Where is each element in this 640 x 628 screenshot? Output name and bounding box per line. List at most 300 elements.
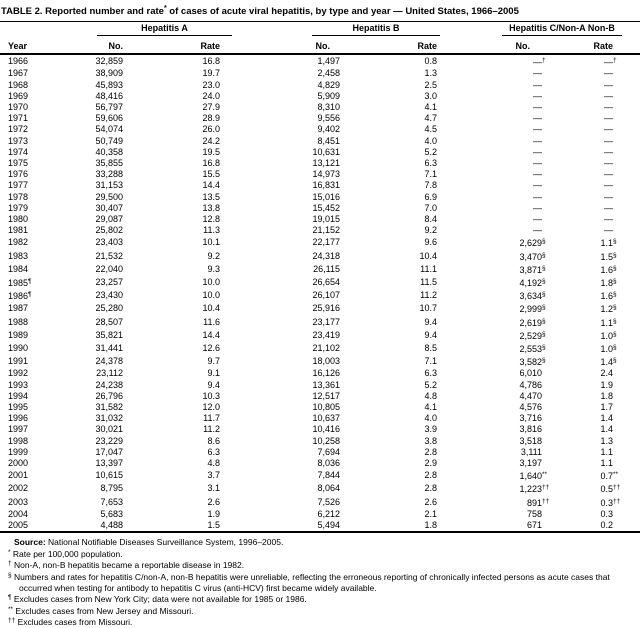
hep-c-rate-cell: 0.5†† (600, 484, 621, 495)
year-cell: 1989 (8, 329, 29, 340)
hep-a-no-cell: 23,257 (95, 277, 123, 288)
year-cell: 1992 (8, 368, 29, 379)
year-cell: 1994 (8, 390, 29, 401)
year-cell: 1981 (8, 225, 29, 236)
hep-b-no-cell: 14,973 (312, 169, 340, 180)
year-cell: 2004 (8, 508, 29, 519)
table-row (0, 447, 640, 458)
table-header (0, 22, 640, 55)
table-title-suffix: of cases of acute viral hepatitis, by type and year — United States, 1966–2005 (166, 6, 519, 18)
hep-a-rate-cell: 14.4 (202, 329, 220, 340)
table-row (0, 276, 640, 289)
hep-a-no-cell: 33,288 (95, 169, 123, 180)
hep-c-no-cell: — (533, 146, 542, 157)
group-header-row (0, 22, 640, 37)
hep-a-no-cell: 25,802 (95, 225, 123, 236)
hep-b-rate-cell: 9.2 (424, 225, 437, 236)
hep-a-rate-cell: 28.9 (202, 113, 220, 124)
hep-a-rate-cell: 19.7 (202, 68, 220, 79)
hep-a-rate-cell: 27.9 (202, 101, 220, 112)
year-cell: 1977 (8, 180, 29, 191)
column-header-b-rate: Rate (340, 36, 437, 54)
table-row (0, 520, 640, 532)
row-fill-cell (613, 458, 640, 469)
hep-b-no-cell: 23,419 (312, 329, 340, 340)
row-fill-cell (613, 391, 640, 402)
hep-c-rate-cell: — (604, 191, 613, 202)
hep-b-no-cell: 4,829 (317, 79, 340, 90)
hepatitis-data-table (0, 21, 640, 533)
hep-b-rate-cell: 2.8 (424, 446, 437, 457)
hep-a-rate-cell: 4.8 (207, 458, 220, 469)
hep-c-rate-cell: — (604, 124, 613, 135)
row-fill-cell (613, 368, 640, 379)
table-row (0, 169, 640, 180)
hep-b-no-cell: 10,258 (312, 435, 340, 446)
hep-b-rate-cell: 0.8 (424, 56, 437, 67)
table-row (0, 263, 640, 276)
hep-b-rate-cell: 6.3 (424, 368, 437, 379)
row-fill-cell (613, 180, 640, 191)
table-title-prefix: TABLE 2. Reported number and rate (1, 6, 164, 18)
hep-a-no-cell: 23,229 (95, 435, 123, 446)
hep-a-rate-cell: 14.4 (202, 180, 220, 191)
column-header-a-rate: Rate (123, 36, 220, 54)
year-cell: 1988 (8, 316, 29, 327)
hep-c-no-cell: — (533, 79, 542, 90)
column-header-c-rate: Rate (542, 36, 613, 54)
hep-c-no-cell: 2,629§ (519, 238, 546, 249)
year-cell: 1995 (8, 402, 29, 413)
year-cell: 2001 (8, 470, 29, 481)
hep-a-no-cell: 32,859 (95, 56, 123, 67)
hep-a-rate-cell: 3.7 (207, 470, 220, 481)
hep-c-no-cell: 3,111 (520, 446, 542, 457)
hep-b-rate-cell: 11.5 (420, 277, 437, 288)
hep-c-rate-cell: — (604, 113, 613, 124)
column-header-row (0, 36, 640, 54)
row-fill-cell (613, 236, 640, 249)
hep-c-rate-cell: 1.8 (600, 390, 613, 401)
hep-c-no-cell: 4,576 (519, 402, 542, 413)
hep-a-rate-cell: 16.8 (202, 157, 220, 168)
hep-b-rate-cell: 4.7 (424, 113, 437, 124)
year-cell: 1993 (8, 379, 29, 390)
hep-a-no-cell: 7,653 (100, 496, 123, 507)
table-row (0, 509, 640, 520)
hep-c-rate-cell: 2.4 (600, 368, 613, 379)
table-row (0, 496, 640, 509)
hep-c-rate-cell: 1.4§ (600, 357, 617, 368)
hep-b-rate-cell: 7.1 (424, 169, 437, 180)
hep-c-no-cell: — (533, 157, 542, 168)
hep-b-rate-cell: 3.0 (424, 90, 437, 101)
table-row (0, 192, 640, 203)
hep-b-no-cell: 13,361 (312, 379, 340, 390)
hep-a-rate-cell: 1.9 (207, 508, 220, 519)
hep-c-no-cell: — (533, 124, 542, 135)
hep-c-rate-cell: 1.0§ (600, 344, 617, 355)
hep-b-no-cell: 19,015 (312, 214, 340, 224)
table-row (0, 147, 640, 158)
hep-b-rate-cell: 9.4 (424, 329, 437, 340)
row-fill-cell (613, 203, 640, 214)
year-cell: 1983 (8, 250, 29, 261)
hep-b-rate-cell: 7.8 (424, 180, 437, 191)
row-fill-cell (613, 289, 640, 302)
source-line (8, 537, 634, 548)
row-fill-cell (613, 113, 640, 124)
table-row (0, 458, 640, 469)
hep-b-rate-cell: 4.8 (424, 390, 437, 401)
hep-a-rate-cell: 26.0 (202, 124, 220, 135)
hep-b-no-cell: 9,402 (317, 124, 340, 135)
hep-c-no-cell: — (533, 90, 542, 101)
hep-a-no-cell: 31,441 (95, 343, 123, 354)
hep-c-rate-cell: 1.8§ (600, 278, 617, 289)
hep-b-rate-cell: 11.1 (420, 263, 437, 274)
year-cell: 1975 (8, 157, 29, 168)
hep-a-no-cell: 8,795 (100, 483, 123, 494)
row-fill-cell (613, 169, 640, 180)
year-cell: 1999 (8, 446, 29, 457)
hep-b-no-cell: 12,517 (312, 390, 340, 401)
hep-c-rate-cell: — (604, 146, 613, 157)
hep-a-rate-cell: 24.2 (202, 135, 220, 146)
footnotes (0, 533, 640, 628)
year-cell: 1982 (8, 237, 29, 248)
row-fill-cell (613, 68, 640, 79)
hep-c-rate-cell: 1.9 (600, 379, 613, 390)
hep-c-no-cell: 4,192§ (519, 278, 546, 289)
table-row (0, 402, 640, 413)
hep-b-rate-cell: 5.2 (424, 379, 437, 390)
hep-c-rate-cell: 1.1 (600, 446, 613, 457)
hep-b-no-cell: 10,416 (312, 424, 340, 435)
hep-a-rate-cell: 13.5 (202, 191, 220, 202)
hep-b-no-cell: 26,654 (312, 277, 340, 288)
table-row (0, 342, 640, 355)
row-fill-cell (613, 225, 640, 236)
row-fill-cell (613, 447, 640, 458)
hep-c-rate-cell: 0.3 (600, 508, 613, 519)
row-fill-cell (613, 329, 640, 342)
year-cell: 1990 (8, 343, 29, 354)
hep-c-rate-cell: — (604, 90, 613, 101)
group-label-hepatitis-a: Hepatitis A (97, 23, 232, 36)
group-header-fill (613, 22, 640, 37)
hep-c-rate-cell: 1.6§ (600, 264, 617, 275)
hep-a-rate-cell: 11.6 (203, 316, 220, 327)
table-row (0, 436, 640, 447)
year-cell: 1973 (8, 135, 29, 146)
hep-a-rate-cell: 13.8 (202, 202, 220, 213)
hep-b-rate-cell: 4.1 (424, 402, 437, 413)
hep-a-rate-cell: 9.2 (207, 250, 220, 261)
hep-a-rate-cell: 9.1 (207, 368, 220, 379)
hep-b-rate-cell: 8.4 (424, 214, 437, 224)
hep-b-no-cell: 5,494 (317, 520, 340, 531)
year-cell: 1979 (8, 202, 29, 213)
hep-b-no-cell: 16,126 (312, 368, 340, 379)
year-cell: 1971 (8, 113, 29, 124)
hep-a-rate-cell: 23.0 (202, 79, 220, 90)
hep-c-no-cell: 4,470 (519, 390, 542, 401)
hep-b-rate-cell: 4.0 (424, 413, 437, 424)
table-row (0, 113, 640, 124)
hep-b-no-cell: 21,102 (312, 343, 340, 354)
row-fill-cell (613, 214, 640, 225)
table-row (0, 368, 640, 379)
hep-a-rate-cell: 10.0 (202, 277, 220, 288)
table-row (0, 68, 640, 79)
hep-b-rate-cell: 2.1 (424, 508, 437, 519)
hep-c-rate-cell: — (604, 135, 613, 146)
table-row (0, 469, 640, 482)
table-row (0, 236, 640, 249)
hep-b-no-cell: 7,526 (317, 496, 340, 507)
footnote-line-text: Numbers and rates for hepatitis C/non-A, non-B hepatitis were unreliable, reflecting the erroneous reporting of chronically infected persons as acute cases that occurred when testing for antibody to hepatitis C virus (anti-HCV) first became widely available. (11, 572, 610, 593)
hep-c-no-cell: 3,871§ (519, 264, 546, 275)
hep-b-no-cell: 1,497 (317, 56, 340, 67)
hep-a-rate-cell: 10.1 (202, 237, 220, 248)
hep-a-rate-cell: 10.4 (202, 303, 220, 314)
hep-c-no-cell: 4,786 (519, 379, 542, 390)
hep-c-no-cell: — (533, 225, 542, 236)
hep-c-no-cell: 2,999§ (519, 304, 546, 315)
row-fill-cell (613, 80, 640, 91)
table-row (0, 482, 640, 495)
hep-a-rate-cell: 2.6 (207, 496, 220, 507)
hep-a-no-cell: 30,021 (95, 424, 123, 435)
hep-a-rate-cell: 6.3 (207, 446, 220, 457)
row-fill-cell (613, 102, 640, 113)
table-row (0, 302, 640, 315)
hep-a-no-cell: 48,416 (95, 90, 123, 101)
footnote-line-marker: ¶ (8, 594, 12, 602)
hep-a-no-cell: 22,040 (95, 263, 123, 274)
hep-a-no-cell: 4,488 (100, 520, 123, 531)
hep-b-rate-cell: 5.2 (424, 146, 437, 157)
hep-a-rate-cell: 24.0 (202, 90, 220, 101)
row-fill-cell (613, 402, 640, 413)
year-cell: 1976 (8, 169, 29, 180)
column-header-a-no: No. (68, 36, 123, 54)
hep-b-no-cell: 6,212 (317, 508, 340, 519)
hep-b-rate-cell: 8.5 (424, 343, 437, 354)
hep-a-no-cell: 35,855 (95, 157, 123, 168)
hep-a-no-cell: 21,532 (95, 250, 123, 261)
hep-b-rate-cell: 6.3 (424, 157, 437, 168)
hep-c-no-cell: — (533, 113, 542, 124)
hep-a-no-cell: 29,500 (95, 191, 123, 202)
hep-c-no-cell: — (533, 214, 542, 224)
hep-b-no-cell: 15,016 (312, 191, 340, 202)
hep-b-rate-cell: 4.5 (424, 124, 437, 135)
hep-c-no-cell: 3,582§ (519, 357, 546, 368)
hep-c-no-cell: — (533, 135, 542, 146)
table-row (0, 329, 640, 342)
hep-c-no-cell: 758 (526, 508, 542, 519)
hep-c-rate-cell: 1.6§ (600, 291, 617, 302)
hep-b-no-cell: 18,003 (312, 356, 340, 367)
table-row (0, 250, 640, 263)
group-label-hepatitis-b: Hepatitis B (312, 23, 440, 36)
hep-c-rate-cell: 1.7 (600, 402, 613, 413)
hep-c-no-cell: — (533, 101, 542, 112)
hep-a-rate-cell: 10.0 (202, 290, 220, 301)
footnote-line (8, 548, 634, 560)
row-fill-cell (613, 124, 640, 135)
year-cell: 1987 (8, 303, 29, 314)
hep-b-no-cell: 8,064 (317, 483, 340, 494)
hep-b-no-cell: 16,831 (312, 180, 340, 191)
hep-a-no-cell: 26,796 (95, 390, 123, 401)
hep-c-rate-cell: — (604, 157, 613, 168)
hep-b-no-cell: 10,631 (312, 146, 340, 157)
hep-b-no-cell: 13,121 (312, 157, 340, 168)
row-fill-cell (613, 192, 640, 203)
hep-b-rate-cell: 2.5 (424, 79, 437, 90)
hep-c-rate-cell: 1.0§ (600, 330, 617, 341)
hep-a-no-cell: 23,403 (95, 237, 123, 248)
hep-b-no-cell: 15,452 (312, 202, 340, 213)
hep-a-no-cell: 24,378 (95, 356, 123, 367)
hep-b-no-cell: 24,318 (312, 250, 340, 261)
row-fill-cell (613, 424, 640, 435)
row-fill-cell (613, 509, 640, 520)
footnote-line-text: Excludes cases from Missouri. (15, 617, 133, 628)
hep-a-no-cell: 28,507 (95, 316, 123, 327)
hep-c-no-cell: — (533, 68, 542, 79)
table-row (0, 424, 640, 435)
footnote-line-text: Excludes cases from New York City; data were not available for 1985 or 1986. (11, 594, 307, 605)
hep-b-no-cell: 10,637 (312, 413, 340, 424)
row-fill-cell (613, 413, 640, 424)
hep-c-no-cell: 671 (526, 520, 542, 531)
hep-a-no-cell: 38,909 (95, 68, 123, 79)
hep-b-no-cell: 5,909 (317, 90, 340, 101)
hep-b-no-cell: 9,556 (317, 113, 340, 124)
hep-a-no-cell: 29,087 (95, 214, 123, 224)
table-row (0, 380, 640, 391)
year-cell: 1985¶ (8, 278, 32, 289)
footnote-line (8, 616, 634, 628)
hep-a-rate-cell: 12.0 (202, 402, 220, 413)
title-footnote-marker: * (163, 5, 167, 12)
footnote-line-text: Rate per 100,000 population. (10, 548, 123, 559)
row-fill-cell (613, 436, 640, 447)
hep-a-rate-cell: 9.7 (207, 356, 220, 367)
group-header-hepatitis-c (437, 22, 613, 37)
footnote-line-marker: †† (8, 617, 16, 625)
table-body (0, 54, 640, 532)
hep-a-rate-cell: 1.5 (207, 520, 220, 531)
hep-a-no-cell: 30,407 (95, 202, 123, 213)
hep-c-no-cell: — (533, 169, 542, 180)
table-row (0, 180, 640, 191)
footnote-line-text: Excludes cases from New Jersey and Missouri. (13, 605, 194, 616)
row-fill-cell (613, 91, 640, 102)
hep-b-no-cell: 2,458 (317, 68, 340, 79)
row-fill-cell (613, 380, 640, 391)
hep-c-rate-cell: — (604, 214, 613, 224)
table-row (0, 316, 640, 329)
hep-b-rate-cell: 2.6 (424, 496, 437, 507)
hep-a-no-cell: 5,683 (100, 508, 123, 519)
table-row (0, 136, 640, 147)
hep-c-no-cell: 2,529§ (519, 330, 546, 341)
year-cell: 1970 (8, 101, 29, 112)
hep-b-no-cell: 8,451 (317, 135, 340, 146)
hep-b-rate-cell: 1.3 (424, 68, 437, 79)
table-row (0, 355, 640, 368)
hep-a-rate-cell: 9.3 (207, 263, 220, 274)
hep-a-no-cell: 17,047 (95, 446, 123, 457)
year-cell: 2005 (8, 520, 29, 531)
hep-c-no-cell: 3,716 (519, 413, 542, 424)
year-cell: 1974 (8, 146, 29, 157)
hep-b-no-cell: 25,916 (312, 303, 340, 314)
table-row (0, 203, 640, 214)
year-cell: 1986¶ (8, 291, 32, 302)
row-fill-cell (613, 276, 640, 289)
hep-b-no-cell: 8,036 (317, 458, 340, 469)
hep-c-no-cell: 6,010 (519, 368, 542, 379)
hep-a-rate-cell: 16.8 (202, 56, 220, 67)
footnote-line (8, 559, 634, 571)
hep-b-rate-cell: 9.4 (424, 316, 437, 327)
column-header-year: Year (0, 36, 68, 54)
table-row (0, 102, 640, 113)
year-cell: 1966 (8, 56, 29, 67)
footnote-line-marker: ** (8, 605, 14, 613)
hep-a-no-cell: 31,032 (95, 413, 123, 424)
hep-b-rate-cell: 10.4 (419, 250, 437, 261)
row-fill-cell (613, 355, 640, 368)
year-cell: 1978 (8, 191, 29, 202)
table-row (0, 54, 640, 68)
hep-a-no-cell: 59,606 (95, 113, 123, 124)
group-header-spacer (0, 22, 68, 37)
table-row (0, 289, 640, 302)
hep-c-rate-cell: 1.4 (600, 424, 613, 435)
hep-b-rate-cell: 2.8 (424, 470, 437, 481)
hep-c-no-cell: 3,816 (519, 424, 542, 435)
hep-b-rate-cell: 1.8 (424, 520, 437, 531)
hep-a-rate-cell: 9.4 (207, 379, 220, 390)
hep-b-rate-cell: 11.2 (420, 290, 437, 301)
footnote-line-marker: § (8, 572, 12, 580)
hep-b-no-cell: 7,694 (317, 446, 340, 457)
hep-b-no-cell: 7,844 (317, 470, 340, 481)
hep-c-rate-cell: — (604, 79, 613, 90)
hep-c-rate-cell: — (604, 101, 613, 112)
hep-b-no-cell: 22,177 (312, 237, 340, 248)
hep-a-no-cell: 56,797 (95, 101, 123, 112)
hep-b-rate-cell: 7.0 (424, 202, 437, 213)
hep-c-rate-cell: 0.3†† (600, 497, 621, 508)
hep-c-no-cell: 3,470§ (519, 251, 546, 262)
table-title (0, 0, 640, 21)
hep-a-no-cell: 54,074 (95, 124, 123, 135)
hep-a-no-cell: 24,238 (95, 379, 123, 390)
hep-c-no-cell: — (533, 180, 542, 191)
source-label: Source: (14, 537, 46, 548)
hep-a-no-cell: 35,821 (95, 329, 123, 340)
year-cell: 1984 (8, 263, 29, 274)
hep-c-rate-cell: 1.4 (600, 413, 613, 424)
